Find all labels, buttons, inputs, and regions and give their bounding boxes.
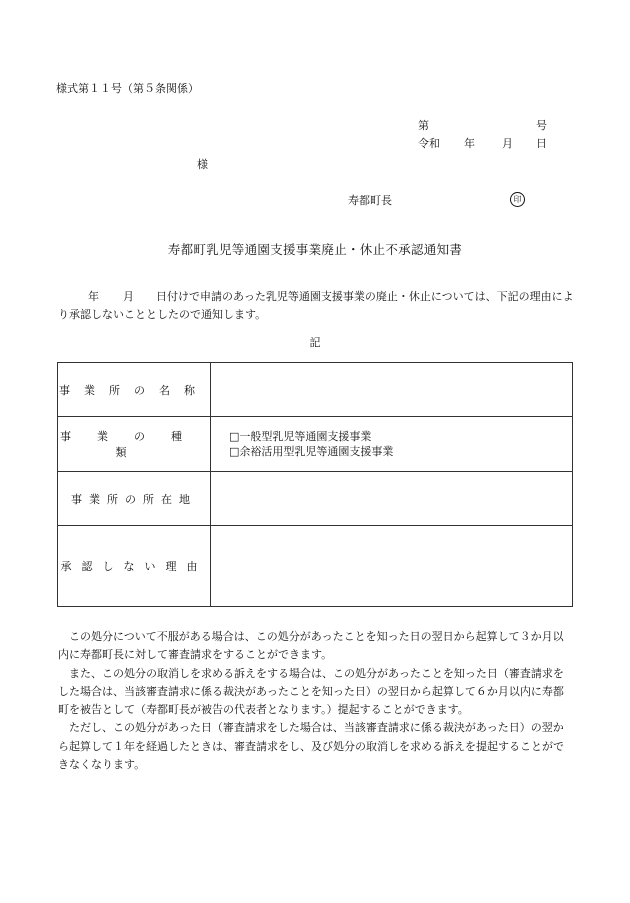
addressee-suffix: 様 — [197, 158, 208, 171]
notice-paragraph: また、この処分の取消しを求める訴えをする場合は、この処分があったことを知った日（審査請求をした場合は、当該審査請求に係る裁決があったことを知った日）の翌日から起算して６か月以内に寿都町を被告として（寿都町長が被告の代表者となります。）提起することができます。 — [58, 666, 564, 717]
era: 令和 — [418, 137, 440, 150]
option-surplus: □余裕活用型乳児等通園支援事業 — [229, 445, 394, 458]
option-general: □一般型乳児等通園支援事業 — [229, 430, 372, 443]
body-year-unit: 年 — [88, 290, 99, 303]
details-table — [57, 362, 573, 607]
table-label: 事業所の名称 — [58, 363, 211, 417]
month-unit: 月 — [502, 137, 513, 150]
table-row — [58, 526, 573, 607]
body-text: 日付けで申請のあった乳児等通園支援事業の廃止・休止については、下記の理由により承認しないこととしたので通知します。 — [58, 290, 574, 321]
document-number — [418, 119, 547, 133]
appeal-notice — [58, 628, 574, 774]
document-date — [418, 137, 547, 151]
facility-address-field — [211, 472, 573, 526]
body-paragraph — [58, 288, 574, 324]
year-unit: 年 — [464, 137, 475, 150]
document-title: 寿都町乳児等通園支援事業廃止・休止不承認通知書 — [167, 242, 463, 257]
number-suffix: 号 — [536, 119, 547, 132]
table-label: 事業の種類 — [58, 417, 211, 472]
table-row — [58, 417, 573, 472]
issuer-name: 寿都町長 — [348, 194, 392, 207]
body-month-unit: 月 — [123, 290, 134, 303]
notice-paragraph: ただし、この処分があった日（審査請求をした場合は、当該審査請求に係る裁決があった日）の翌から起算して１年を経過したときは、審査請求をし、及び処分の取消しを求める訴えを提起することができなくなります。 — [58, 721, 564, 772]
table-row — [58, 472, 573, 526]
seal-mark: 印 — [510, 192, 525, 207]
ki-label: 記 — [309, 336, 321, 349]
facility-name-field — [211, 363, 573, 417]
number-prefix: 第 — [418, 119, 429, 132]
business-type-field — [211, 417, 573, 472]
table-row — [58, 363, 573, 417]
notice-paragraph: この処分について不服がある場合は、この処分があったことを知った日の翌日から起算して３か月以内に寿都町長に対して審査請求をすることができます。 — [58, 630, 564, 662]
reason-field — [211, 526, 573, 607]
day-unit: 日 — [536, 137, 547, 150]
table-label: 承認しない理由 — [58, 526, 211, 607]
table-label: 事業所の所在地 — [58, 472, 211, 526]
form-number: 様式第１１号（第５条関係） — [56, 82, 199, 95]
